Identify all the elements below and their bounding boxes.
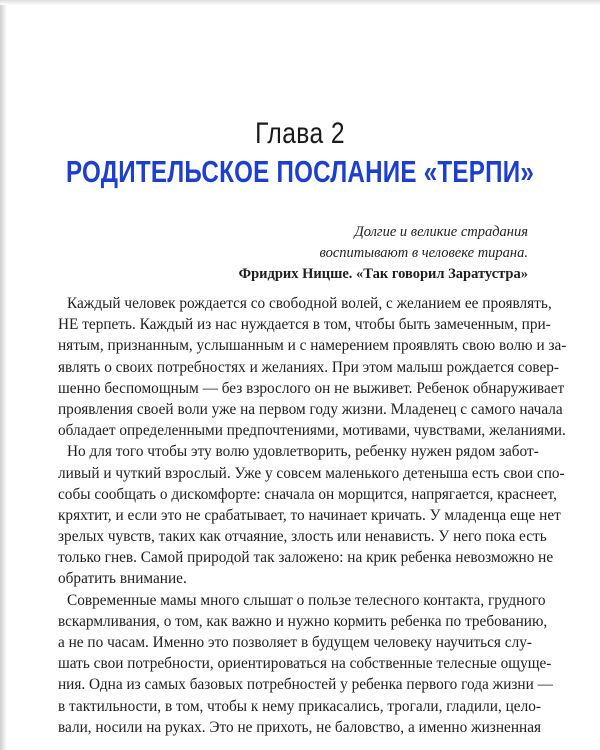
epigraph-line: воспитывают в человеке тирана.: [319, 245, 528, 261]
chapter-label: Глава 2: [255, 117, 345, 150]
epigraph-attribution: Фридрих Ницше. «Так говорил Заратустра»: [238, 266, 528, 282]
text-line: вскармливания, о том, как важно и нужно кормить ребенка по требованию,: [58, 612, 548, 630]
text-line: в тактильности, в том, чтобы к нему прикасались, трогали, гладили, цело-: [58, 697, 541, 715]
body-text: [58, 293, 567, 738]
epigraph-line: Долгие и великие страдания: [354, 224, 528, 240]
page-edge-shadow: [0, 0, 7, 750]
text-line: НЕ терпеть. Каждый из нас нуждается в том, чтобы быть замеченным, при-: [58, 316, 551, 334]
text-line: нятым, признанным, услышанным и с намерением проявлять свою волю и за-: [58, 337, 567, 355]
epigraph: [168, 222, 528, 285]
chapter-title: РОДИТЕЛЬСКОЕ ПОСЛАНИЕ «ТЕРПИ»: [66, 154, 535, 189]
text-line: Современные мамы много слышат о пользе телесного контакта, грудного: [67, 591, 546, 609]
text-line: только гнев. Самой природой так заложено: на крик ребенка невозможно не: [58, 549, 554, 567]
page-top-shadow: [0, 0, 600, 5]
text-line: Но для того чтобы эту волю удовлетворить, ребенку нужен рядом забот-: [67, 443, 539, 461]
text-line: вали, носили на руках. Это не прихоть, не баловство, а именно жизненная: [58, 718, 542, 736]
text-line: кряхтит, и если это не срабатывает, то начинает кричать. У младенца еще нет: [58, 506, 561, 524]
text-line: зрелых чувств, таких как отчаяние, злость или ненависть. У него пока есть: [58, 528, 547, 546]
text-line: собы сообщать о дискомфорте: сначала он морщится, напрягается, краснеет,: [58, 485, 557, 503]
text-line: шенно беспомощным — без взрослого он не выживет. Ребенок обнаруживает: [58, 379, 565, 397]
text-line: а не по часам. Именно это позволяет в будущем человеку научиться слу-: [58, 634, 532, 651]
text-line: шать свои потребности, ориентироваться на собственные телесные ощуще-: [58, 655, 552, 673]
text-line: являть о своих потребностях и желаниях. При этом малыш рождается совер-: [58, 358, 560, 376]
text-line: обратить внимание.: [58, 570, 187, 588]
text-line: обладает определенными предпочтениями, мотивами, чувствами, желаниями.: [58, 422, 566, 440]
text-line: ния. Одна из самых базовых потребностей у ребенка первого года жизни —: [58, 676, 553, 694]
text-line: ливый и чуткий взрослый. Уже у совсем маленького детеныша есть свои спо-: [58, 464, 565, 482]
text-line: проявления своей воли уже на первом году жизни. Младенец с самого начала: [58, 400, 563, 418]
text-line: Каждый человек рождается со свободной волей, с желанием ее проявлять,: [67, 295, 552, 312]
